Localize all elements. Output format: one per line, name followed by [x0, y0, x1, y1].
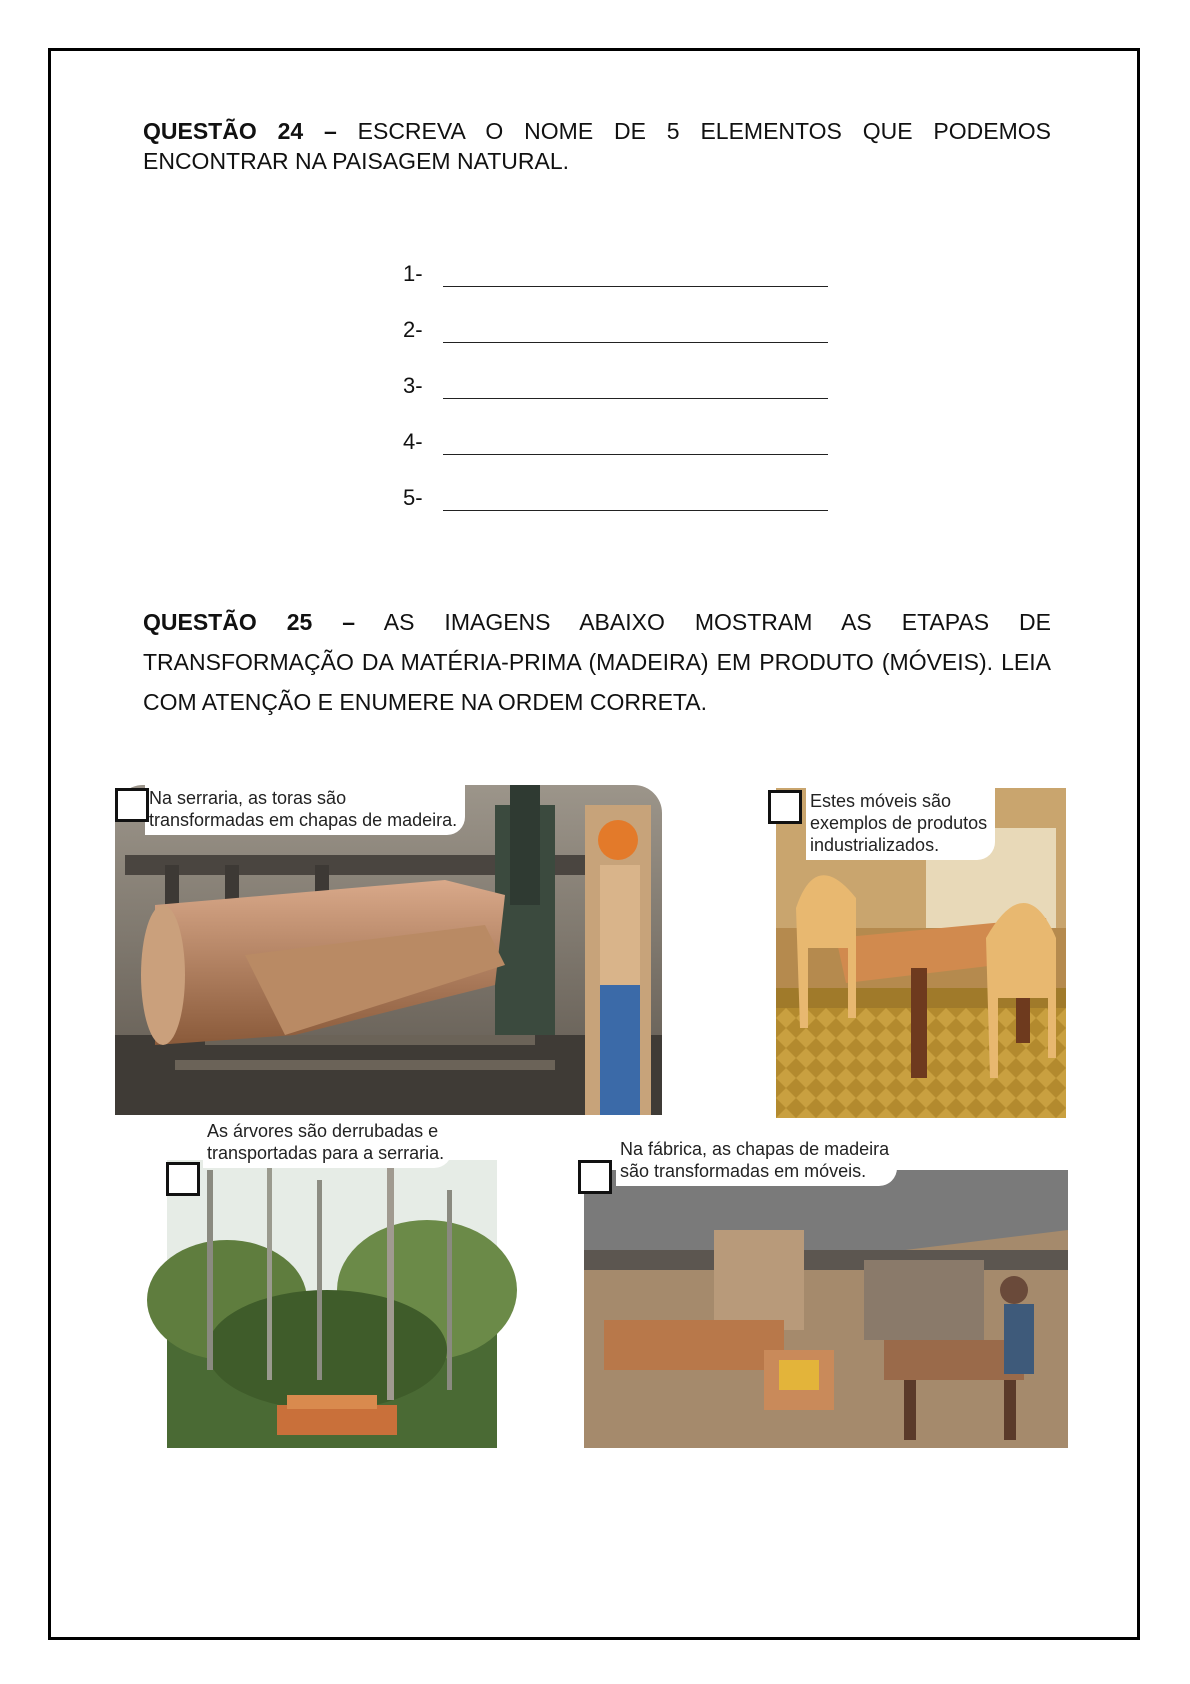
factory-caption-line: Na fábrica, as chapas de madeira	[620, 1139, 890, 1159]
answer-line	[403, 415, 828, 455]
furniture-order-checkbox[interactable]	[768, 790, 802, 824]
question-25-label: QUESTÃO 25 –	[143, 609, 356, 635]
forest-caption-line: transportadas para a serraria.	[207, 1143, 445, 1163]
factory-panel	[584, 1139, 1068, 1448]
question-24-text: ESCREVA O NOME DE 5 ELEMENTOS QUE PODEMOS ENCONTRAR NA PAISAGEM NATURAL.	[143, 118, 1051, 174]
sawmill-caption-line: Na serraria, as toras são	[149, 788, 347, 808]
furniture-caption-line: exemplos de produtos	[810, 813, 988, 833]
answer-line	[403, 247, 828, 287]
question-25	[143, 602, 1051, 722]
answer-number: 4-	[403, 429, 423, 454]
factory-order-checkbox[interactable]	[578, 1160, 612, 1194]
forest-caption	[203, 1116, 452, 1168]
answer-blank[interactable]	[443, 262, 828, 287]
furniture-caption-line: Estes móveis são	[810, 791, 952, 811]
forest-caption-line: As árvores são derrubadas e	[207, 1121, 439, 1141]
question-24-label: QUESTÃO 24 –	[143, 118, 337, 144]
factory-caption	[616, 1134, 897, 1186]
sawmill-panel	[115, 785, 662, 1115]
furniture-panel	[776, 788, 1066, 1118]
answer-blank[interactable]	[443, 486, 828, 511]
furniture-caption	[806, 782, 995, 860]
sawmill-caption-line: transformadas em chapas de madeira.	[149, 810, 458, 830]
answer-line	[403, 471, 828, 511]
answer-number: 5-	[403, 485, 423, 510]
forest-order-checkbox[interactable]	[166, 1162, 200, 1196]
factory-caption-line: são transformadas em móveis.	[620, 1161, 867, 1181]
forest-illustration	[167, 1160, 497, 1448]
factory-illustration	[584, 1170, 1068, 1448]
sawmill-caption	[145, 745, 465, 835]
furniture-caption-line: industrializados.	[810, 835, 940, 855]
answer-list	[403, 247, 828, 527]
sawmill-order-checkbox[interactable]	[115, 788, 149, 822]
forest-panel	[167, 1121, 497, 1448]
answer-number: 2-	[403, 317, 423, 342]
answer-blank[interactable]	[443, 318, 828, 343]
answer-line	[403, 359, 828, 399]
answer-line	[403, 303, 828, 343]
answer-number: 3-	[403, 373, 423, 398]
answer-blank[interactable]	[443, 374, 828, 399]
answer-number: 1-	[403, 261, 423, 286]
question-25-text: AS IMAGENS ABAIXO MOSTRAM AS ETAPAS DE TRANSFORMAÇÃO DA MATÉRIA-PRIMA (MADEIRA) EM PRODUTO (MÓVEIS). LEIA COM ATENÇÃO E ENUMERE NA ORDEM CORRETA.	[143, 609, 1051, 715]
question-24	[143, 116, 1051, 176]
answer-blank[interactable]	[443, 430, 828, 455]
